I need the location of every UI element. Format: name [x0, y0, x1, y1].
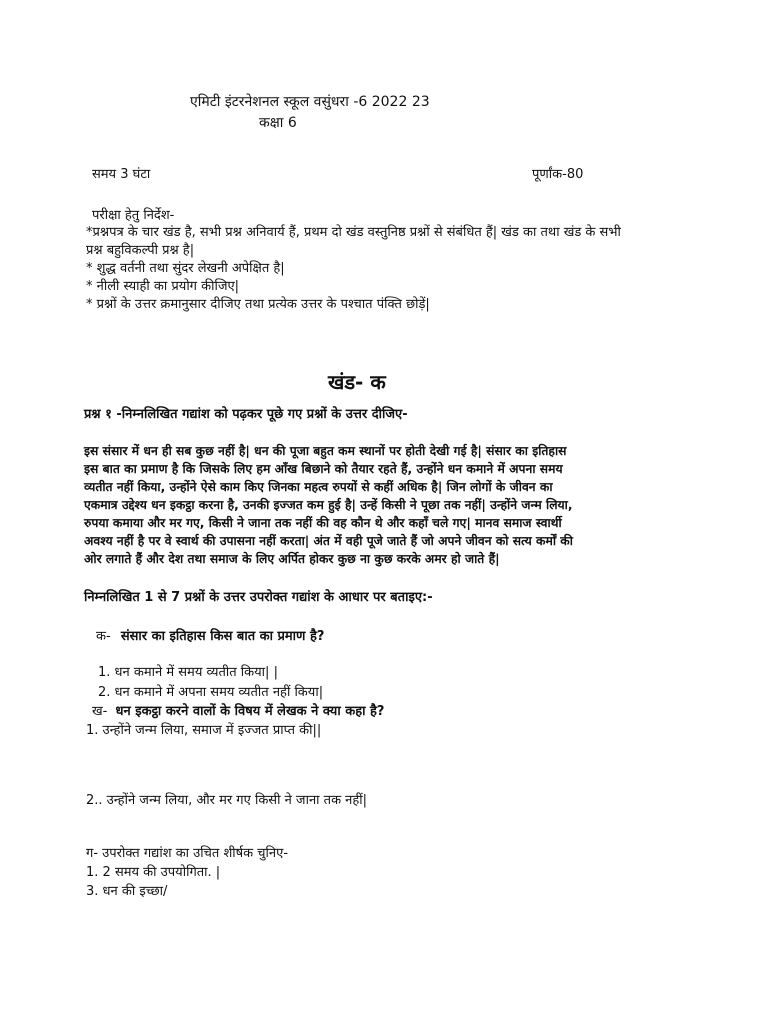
question-ka-text: संसार का इतिहास किस बात का प्रमाण है?: [120, 629, 325, 644]
instruction-line: * नीली स्याही का प्रयोग कीजिए|: [86, 279, 240, 294]
question-1-heading: प्रश्न १ -निम्नलिखित गद्यांश को पढ़कर पूछे गए प्रश्नों के उत्तर दीजिए-: [84, 407, 408, 422]
instruction-line: * शुद्ध वर्तनी तथा सुंदर लेखनी अपेक्षित है|: [86, 261, 285, 276]
passage-line: इस बात का प्रमाण है कि जिसके लिए हम आँख बिछाने को तैयार रहते हैं, उन्होंने धन कमाने में अपना समय: [84, 462, 563, 476]
passage-line: इस संसार में धन ही सब कुछ नहीं है| धन की पूजा बहुत कम स्थानों पर होती देखी गई है| संसार का इतिहास: [84, 444, 567, 458]
max-marks-label: पूर्णांक-80: [532, 167, 584, 182]
option-kha-1: 1. उन्होंने जन्म लिया, समाज में इज्जत प्राप्त की||: [86, 723, 322, 738]
instruction-line: *प्रश्नपत्र के चार खंड है, सभी प्रश्न अनिवार्य हैं, प्रथम दो खंड वस्तुनिष्ठ प्रश्नों से संबंधित हैं| खंड का तथा खंड के सभी: [86, 225, 621, 240]
instructions-title: परीक्षा हेतु निर्देश-: [92, 208, 175, 223]
instruction-line: * प्रश्नों के उत्तर क्रमानुसार दीजिए तथा प्रत्येक उत्तर के पश्चात पंक्ति छोड़ें|: [86, 297, 430, 312]
option-ka-1: 1. धन कमाने में समय व्यतीत किया| |: [98, 665, 278, 680]
class-label: कक्षा 6: [259, 115, 297, 131]
question-kha-text: धन इकट्ठा करने वालों के विषय में लेखक ने क्या कहा है?: [115, 704, 385, 719]
question-ka-prefix: क-: [96, 629, 111, 644]
passage: [84, 442, 684, 568]
answer-instruction: निम्नलिखित 1 से 7 प्रश्नों के उत्तर उपरोक्त गद्यांश के आधार पर बताइए:-: [84, 590, 433, 605]
question-ka: [96, 629, 324, 645]
school-name: एमिटी इंटरनेशनल स्कूल वसुंधरा -6 2022 23: [190, 94, 430, 110]
instruction-line: प्रश्न बहुविकल्पी प्रश्न है|: [86, 243, 195, 258]
passage-line: अवश्य नहीं है पर वे स्वार्थ की उपासना नहीं करता| अंत में वही पूजे जाते हैं जो अपने जीवन को सत्य कर्मों की: [84, 534, 573, 548]
section-title: खंड- क: [328, 370, 386, 394]
passage-line: व्यतीत नहीं किया, उन्होंने ऐसे काम किए जिनका महत्व रुपयों से कहीं अधिक है| जिन लोगों के जीवन का: [84, 480, 553, 494]
option-ga-2: 3. धन की इच्छा/: [86, 884, 168, 899]
passage-line: रुपया कमाया और मर गए, किसी ने जाना तक नहीं की वह कौन थे और कहाँ चले गए| मानव समाज स्वार्थी: [84, 516, 562, 530]
option-ka-2: 2. धन कमाने में अपना समय व्यतीत नहीं किया|: [98, 685, 324, 700]
question-ga: ग- उपरोक्त गद्यांश का उचित शीर्षक चुनिए-: [86, 846, 289, 861]
passage-line: ओर लगाते हैं और देश तथा समाज के लिए अर्पित होकर कुछ ना कुछ करके अमर हो जाते हैं|: [84, 552, 500, 566]
time-label: समय 3 घंटा: [92, 167, 151, 182]
question-kha-prefix: ख-: [92, 704, 108, 719]
option-kha-2: 2.. उन्होंने जन्म लिया, और मर गए किसी ने जाना तक नहीं|: [86, 793, 368, 808]
option-ga-1: 1. 2 समय की उपयोगिता. |: [86, 865, 221, 880]
question-kha: [92, 704, 384, 720]
passage-line: एकमात्र उद्देश्य धन इकट्ठा करना है, उनकी इज्जत कम हुई है| उन्हें किसी ने पूछा तक नहीं| उन्होंने जन्म लिया,: [84, 498, 573, 512]
